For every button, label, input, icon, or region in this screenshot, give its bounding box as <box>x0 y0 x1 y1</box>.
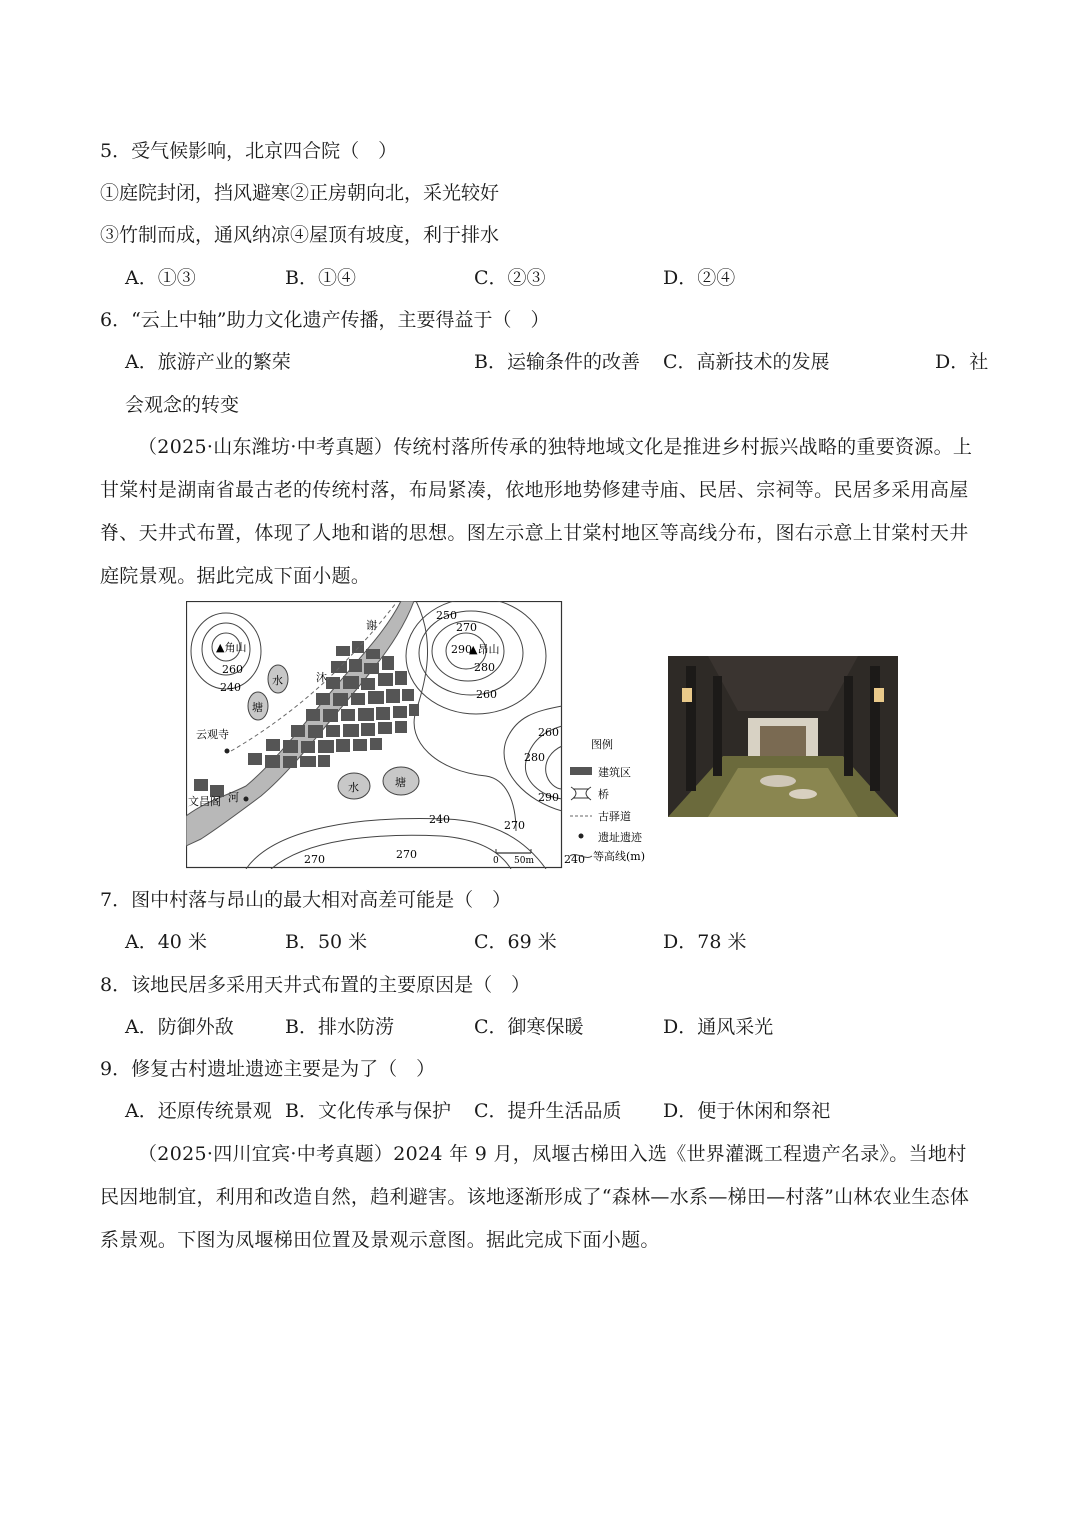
contour-label: 260 <box>222 663 243 676</box>
q7-option-c: C．69 米 <box>474 931 557 953</box>
contour-label: 270 <box>456 621 477 634</box>
contour-map <box>186 601 664 869</box>
q8-option-d: D．通风采光 <box>663 1016 774 1038</box>
legend-building: 建筑区 <box>598 766 631 779</box>
river-label: 河 <box>228 791 239 804</box>
pavilion-label: 文昌阁 <box>188 795 221 808</box>
courtyard-photo <box>668 656 898 817</box>
pond-label: 塘 <box>252 701 263 714</box>
contour-label: 240 <box>220 681 241 694</box>
contour-label: 270 <box>304 853 325 866</box>
peak-angshan: ▲昂山 <box>469 643 500 656</box>
peak-jiaoshan: ▲角山 <box>216 641 247 654</box>
river-label: 沐 <box>316 671 327 684</box>
q6-option-d: D．社 <box>935 351 989 373</box>
temple-label: 云观寺 <box>196 728 229 741</box>
q7-option-a: A．40 米 <box>125 931 207 953</box>
contour-label: 260 <box>538 726 559 739</box>
passage-fengyan-terraces: （2025·四川宜宾·中考真题）2024 年 9 月，凤堰古梯田入选《世界灌溉工程遗产名录》。当地村民因地制宜，利用和改造自然，趋利避害。该地逐渐形成了“森林—水系—梯田—村落”山林农业生态体系景观。下图为凤堰梯田位置及景观示意图。据此完成下面小题。 <box>100 1143 970 1251</box>
q7-stem: 7．图中村落与昂山的最大相对高差可能是（ ） <box>100 889 512 911</box>
contour-label: 270 <box>396 848 417 861</box>
q5-option-a: A．①③ <box>125 267 196 289</box>
q6-stem: 6．“云上中轴”助力文化遗产传播，主要得益于（ ） <box>100 309 550 331</box>
q5-statement-1: ①庭院封闭，挡风避寒②正房朝向北，采光较好 <box>100 182 500 204</box>
q5-option-b: B．①④ <box>285 267 356 289</box>
q8-option-b: B．排水防涝 <box>285 1016 394 1038</box>
scale-length: 50m <box>514 856 534 866</box>
river-label: 谢 <box>366 619 377 632</box>
q6-option-c: C．高新技术的发展 <box>663 351 830 373</box>
legend-ruins: 遗址遗迹 <box>598 831 642 844</box>
pond-label: 水 <box>348 781 359 794</box>
q9-stem: 9．修复古村遗址遗迹主要是为了（ ） <box>100 1058 436 1080</box>
q5-statement-2: ③竹制而成，通风纳凉④屋顶有坡度，利于排水 <box>100 224 500 246</box>
scale-zero: 0 <box>493 856 499 866</box>
q5-option-d: D．②④ <box>663 267 736 289</box>
q6-option-d-wrap: 会观念的转变 <box>125 394 240 416</box>
contour-label: 250 <box>436 609 457 622</box>
contour-label: 260 <box>476 688 497 701</box>
contour-label: 280 <box>474 661 495 674</box>
q9-option-a: A．还原传统景观 <box>125 1100 272 1122</box>
legend-bridge: 桥 <box>598 788 609 801</box>
peak-angshan-elevation: 290 <box>451 643 472 656</box>
q7-option-d: D．78 米 <box>663 931 747 953</box>
q9-option-b: B．文化传承与保护 <box>285 1100 451 1122</box>
legend-road: 古驿道 <box>598 810 631 823</box>
q5-stem: 5．受气候影响，北京四合院（ ） <box>100 140 398 162</box>
contour-label: 240 <box>429 813 450 826</box>
q6-option-b: B．运输条件的改善 <box>474 351 640 373</box>
q8-option-a: A．防御外敌 <box>125 1016 234 1038</box>
contour-label: 290 <box>538 791 559 804</box>
pond-label: 塘 <box>395 776 406 789</box>
contour-label: 280 <box>524 751 545 764</box>
q6-option-a: A．旅游产业的繁荣 <box>125 351 291 373</box>
q7-option-b: B．50 米 <box>285 931 368 953</box>
passage-shangganttang: （2025·山东潍坊·中考真题）传统村落所传承的独特地域文化是推进乡村振兴战略的重要资源。上甘棠村是湖南省最古老的传统村落，布局紧凑，依地形地势修建寺庙、民居、宗祠等。民居多采用高屋脊、天井式布置，体现了人地和谐的思想。图左示意上甘棠村地区等高线分布，图右示意上甘棠村天井庭院景观。据此完成下面小题。 <box>100 436 973 587</box>
legend-title: 图例 <box>591 738 613 751</box>
contour-label: 270 <box>504 819 525 832</box>
q8-stem: 8．该地民居多采用天井式布置的主要原因是（ ） <box>100 974 531 996</box>
q8-option-c: C．御寒保暖 <box>474 1016 584 1038</box>
pond-label: 水 <box>272 674 283 687</box>
contour-label: 240 <box>564 853 585 866</box>
legend-contour: 等高线(m) <box>593 850 646 863</box>
q9-option-d: D．便于休闲和祭祀 <box>663 1100 831 1122</box>
q5-option-c: C．②③ <box>474 267 546 289</box>
q9-option-c: C．提升生活品质 <box>474 1100 622 1122</box>
